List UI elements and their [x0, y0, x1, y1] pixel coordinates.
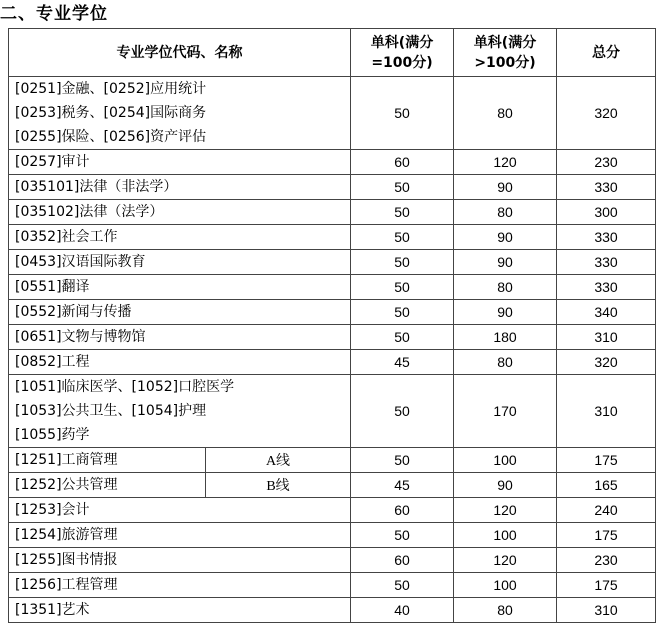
score-single-over-100: 120: [454, 548, 557, 573]
table-row: [9, 498, 656, 523]
score-single-100: 50: [351, 325, 454, 350]
degree-name: [1256]工程管理: [15, 577, 118, 593]
degree-name-cell: [9, 473, 206, 498]
degree-name: [0651]文物与博物馆: [15, 329, 146, 345]
degree-name-cell: [9, 548, 351, 573]
score-single-over-100: 120: [454, 498, 557, 523]
score-table: [8, 28, 656, 623]
score-single-100: 60: [351, 498, 454, 523]
score-single-over-100: 80: [454, 598, 557, 623]
score-total: 330: [557, 250, 656, 275]
degree-name: [1254]旅游管理: [15, 527, 118, 543]
score-single-100: 50: [351, 225, 454, 250]
score-total: 230: [557, 150, 656, 175]
degree-name-cell: [9, 448, 206, 473]
table-row: [9, 300, 656, 325]
score-single-100: 45: [351, 473, 454, 498]
score-total: 175: [557, 523, 656, 548]
score-line-label: B线: [206, 473, 351, 498]
score-total: 330: [557, 175, 656, 200]
score-single-over-100: 170: [454, 375, 557, 448]
header-code-name: 专业学位代码、名称: [9, 29, 351, 77]
section-title: 二、专业学位: [0, 4, 108, 24]
score-single-100: 60: [351, 150, 454, 175]
score-total: 175: [557, 573, 656, 598]
score-total: 320: [557, 350, 656, 375]
score-total: 165: [557, 473, 656, 498]
degree-name: [0552]新闻与传播: [15, 304, 132, 320]
score-single-over-100: 80: [454, 200, 557, 225]
score-single-over-100: 80: [454, 77, 557, 150]
degree-name: [035102]法律（法学）: [15, 204, 164, 220]
score-total: 230: [557, 548, 656, 573]
score-total: 310: [557, 598, 656, 623]
score-total: 330: [557, 275, 656, 300]
header-total: 总分: [557, 29, 656, 77]
degree-name-cell: [9, 250, 351, 275]
table-row: [9, 350, 656, 375]
degree-name-cell: [9, 77, 351, 150]
degree-name: [1255]图书情报: [15, 552, 118, 568]
degree-name: [1253]会计: [15, 502, 90, 518]
score-single-over-100: 100: [454, 523, 557, 548]
table-row: [9, 598, 656, 623]
degree-name: [0251]金融、[0252]应用统计: [15, 81, 207, 97]
degree-name: [035101]法律（非法学）: [15, 179, 178, 195]
degree-name: [1053]公共卫生、[1054]护理: [15, 403, 207, 419]
header-single-over-100-line2: >100分): [474, 54, 536, 71]
degree-name: [0255]保险、[0256]资产评估: [15, 129, 207, 145]
score-single-over-100: 80: [454, 350, 557, 375]
table-row: [9, 375, 656, 448]
score-single-100: 50: [351, 250, 454, 275]
header-single-over-100: [454, 29, 557, 77]
table-row: [9, 523, 656, 548]
degree-name-cell: [9, 150, 351, 175]
table-row: [9, 225, 656, 250]
score-single-over-100: 180: [454, 325, 557, 350]
score-single-over-100: 90: [454, 250, 557, 275]
score-single-over-100: 100: [454, 573, 557, 598]
score-single-over-100: 120: [454, 150, 557, 175]
table-row: [9, 448, 656, 473]
score-single-over-100: 90: [454, 473, 557, 498]
table-row: [9, 275, 656, 300]
score-single-100: 50: [351, 375, 454, 448]
score-single-100: 50: [351, 175, 454, 200]
score-total: 340: [557, 300, 656, 325]
table-row: [9, 150, 656, 175]
score-single-100: 50: [351, 573, 454, 598]
degree-name-cell: [9, 200, 351, 225]
score-total: 240: [557, 498, 656, 523]
degree-name-cell: [9, 350, 351, 375]
score-single-100: 50: [351, 200, 454, 225]
score-single-over-100: 90: [454, 175, 557, 200]
score-single-over-100: 90: [454, 300, 557, 325]
degree-name: [1051]临床医学、[1052]口腔医学: [15, 379, 235, 395]
degree-name-cell: [9, 375, 351, 448]
degree-name-cell: [9, 523, 351, 548]
score-single-100: 60: [351, 548, 454, 573]
table-row: [9, 77, 656, 150]
score-single-over-100: 100: [454, 448, 557, 473]
degree-name: [0551]翻译: [15, 279, 90, 295]
degree-name: [0352]社会工作: [15, 229, 118, 245]
score-line-label: A线: [206, 448, 351, 473]
degree-name-cell: [9, 573, 351, 598]
header-single-100-line2: =100分): [371, 54, 433, 71]
score-single-100: 50: [351, 448, 454, 473]
score-single-100: 50: [351, 300, 454, 325]
degree-name-cell: [9, 498, 351, 523]
table-row: [9, 175, 656, 200]
score-total: 300: [557, 200, 656, 225]
score-single-over-100: 90: [454, 225, 557, 250]
header-single-over-100-line1: 单科(满分: [473, 34, 537, 51]
degree-name-cell: [9, 325, 351, 350]
score-single-100: 45: [351, 350, 454, 375]
header-row: [9, 29, 656, 77]
table-row: [9, 473, 656, 498]
score-total: 310: [557, 325, 656, 350]
degree-name-cell: [9, 225, 351, 250]
degree-name-cell: [9, 275, 351, 300]
degree-name: [1055]药学: [15, 427, 90, 443]
table-row: [9, 325, 656, 350]
degree-name-cell: [9, 300, 351, 325]
score-single-100: 50: [351, 275, 454, 300]
degree-name: [0852]工程: [15, 354, 90, 370]
score-total: 320: [557, 77, 656, 150]
score-total: 310: [557, 375, 656, 448]
degree-name: [1252]公共管理: [15, 477, 118, 493]
table-row: [9, 573, 656, 598]
header-single-100: [351, 29, 454, 77]
score-single-over-100: 80: [454, 275, 557, 300]
table-row: [9, 548, 656, 573]
table-row: [9, 200, 656, 225]
degree-name: [0257]审计: [15, 154, 90, 170]
score-total: 330: [557, 225, 656, 250]
degree-name-cell: [9, 598, 351, 623]
score-single-100: 40: [351, 598, 454, 623]
degree-name: [1251]工商管理: [15, 452, 118, 468]
score-single-100: 50: [351, 77, 454, 150]
table-row: [9, 250, 656, 275]
header-single-100-line1: 单科(满分: [370, 34, 434, 51]
degree-name: [0453]汉语国际教育: [15, 254, 146, 270]
degree-name: [1351]艺术: [15, 602, 90, 618]
score-total: 175: [557, 448, 656, 473]
degree-name: [0253]税务、[0254]国际商务: [15, 105, 207, 121]
degree-name-cell: [9, 175, 351, 200]
score-single-100: 50: [351, 523, 454, 548]
